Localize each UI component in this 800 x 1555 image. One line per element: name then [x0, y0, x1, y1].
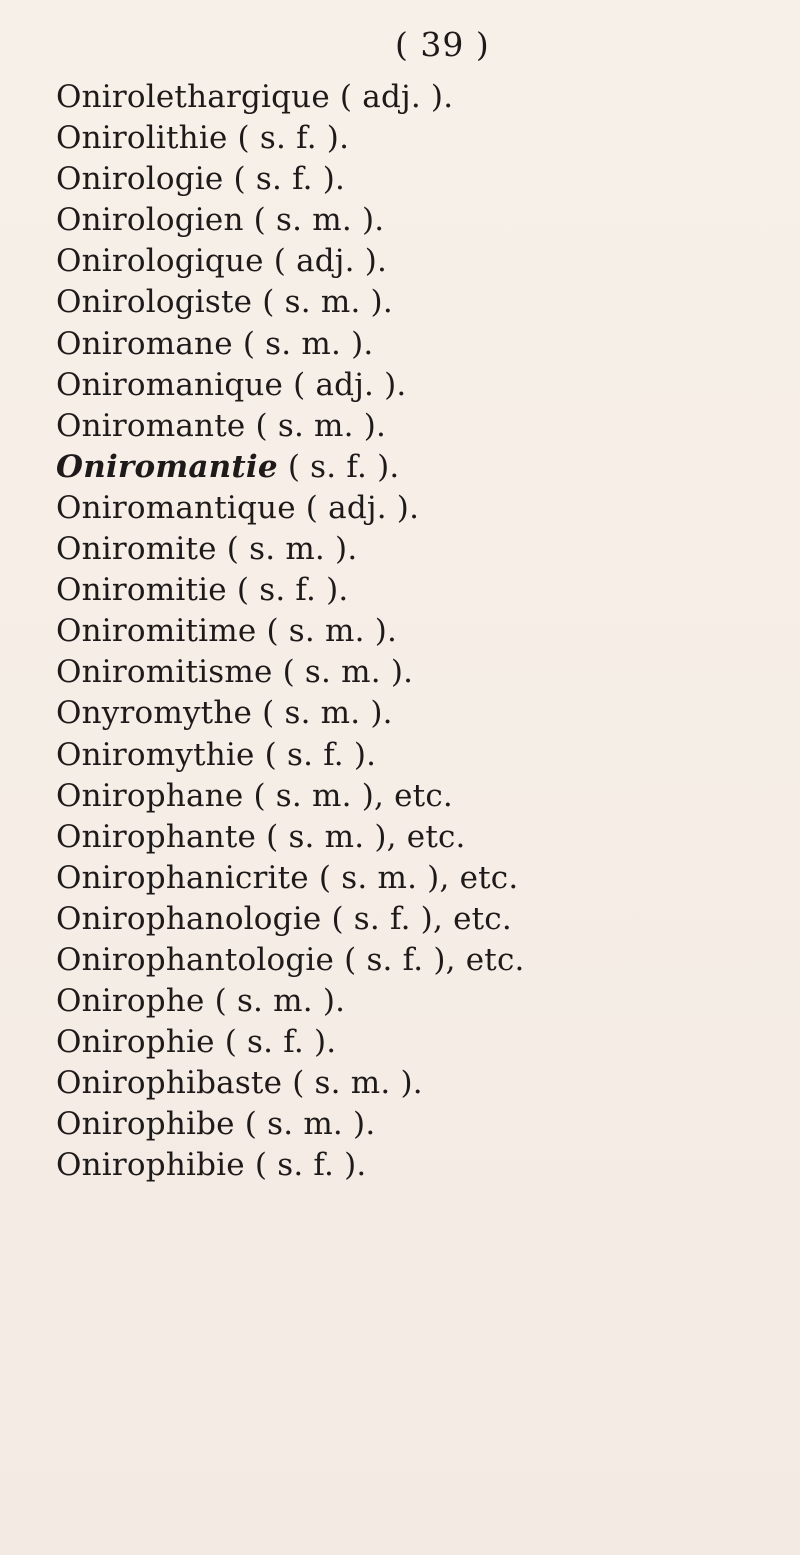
dictionary-entry	[56, 611, 525, 652]
dictionary-entry	[56, 1145, 525, 1186]
dictionary-entry	[56, 118, 525, 159]
dictionary-entry-list	[56, 77, 525, 1187]
entry-headword: Onirophanicrite	[56, 859, 309, 896]
entry-headword: Onyromythe	[56, 695, 253, 732]
entry-headword: Onirophantologie	[56, 941, 335, 978]
entry-headword: Oniromantie	[56, 448, 278, 485]
entry-headword: Onirophanologie	[56, 900, 322, 937]
dictionary-entry	[56, 1063, 525, 1104]
entry-gloss: ( s. f. ).	[227, 120, 350, 157]
entry-gloss: ( s. m. ), etc.	[256, 818, 466, 855]
dictionary-entry-emphasized	[56, 447, 525, 488]
entry-gloss: ( s. m. ).	[282, 1065, 423, 1102]
entry-headword: Onirophane	[56, 777, 244, 814]
entry-gloss: ( s. m. ).	[245, 407, 387, 444]
entry-gloss: ( adj. ).	[329, 79, 454, 115]
dictionary-entry	[56, 200, 525, 241]
dictionary-entry	[56, 324, 525, 365]
entry-gloss: ( s. f. ).	[277, 448, 400, 485]
dictionary-entry	[56, 365, 525, 406]
dictionary-entry	[56, 693, 525, 734]
entry-gloss: ( s. m. ).	[252, 695, 393, 732]
entry-gloss: ( s. f. ).	[226, 572, 349, 609]
dictionary-entry	[56, 735, 525, 776]
entry-headword: Onirolethargique	[56, 79, 330, 115]
dictionary-entry	[56, 940, 525, 981]
dictionary-entry	[56, 981, 525, 1022]
entry-headword: Onirolithie	[56, 120, 228, 157]
dictionary-entry	[56, 488, 525, 529]
dictionary-entry	[56, 406, 525, 447]
dictionary-entry	[56, 159, 525, 200]
entry-headword: Oniromitisme	[56, 654, 273, 691]
entry-gloss: ( s. m. ), etc.	[243, 777, 453, 814]
entry-headword: Onirologique	[56, 243, 264, 280]
entry-gloss: ( s. m. ).	[243, 202, 385, 239]
entry-headword: Oniromantique	[56, 489, 296, 526]
entry-headword: Onirophibie	[56, 1147, 245, 1184]
entry-headword: Oniromitime	[56, 613, 257, 650]
entry-gloss: ( adj. ).	[263, 243, 388, 280]
entry-headword: Oniromanique	[56, 366, 284, 403]
entry-gloss: ( s. m. ).	[204, 983, 346, 1020]
dictionary-entry	[56, 1104, 525, 1145]
dictionary-entry	[56, 529, 525, 570]
entry-gloss: ( s. f. ), etc.	[321, 900, 512, 937]
dictionary-entry	[56, 570, 525, 611]
page-number: ( 39 )	[395, 25, 490, 64]
entry-headword: Onirologien	[56, 202, 244, 239]
entry-gloss: ( adj. ).	[283, 366, 407, 403]
dictionary-entry	[56, 1022, 525, 1063]
dictionary-entry	[56, 776, 525, 817]
entry-headword: Oniromitie	[56, 572, 227, 609]
entry-gloss: ( s. f. ), etc.	[334, 941, 525, 978]
entry-gloss: ( s. m. ).	[216, 531, 358, 568]
dictionary-entry	[56, 241, 525, 282]
dictionary-entry	[56, 899, 525, 940]
entry-headword: Onirophe	[56, 983, 205, 1020]
entry-headword: Onirologiste	[56, 284, 253, 321]
entry-gloss: ( s. m. ).	[256, 613, 398, 650]
entry-headword: Onirophie	[56, 1024, 215, 1061]
entry-headword: Onirophante	[56, 818, 257, 855]
entry-headword: Oniromythie	[56, 736, 255, 773]
dictionary-entry	[56, 817, 525, 858]
entry-headword: Oniromite	[56, 531, 217, 568]
entry-gloss: ( adj. ).	[295, 489, 420, 526]
entry-gloss: ( s. f. ).	[244, 1147, 367, 1184]
entry-gloss: ( s. m. ).	[252, 284, 393, 321]
entry-headword: Onirophibaste	[56, 1065, 283, 1102]
dictionary-entry	[56, 77, 525, 118]
entry-gloss: ( s. f. ).	[223, 161, 346, 198]
entry-headword: Onirophibe	[56, 1106, 235, 1143]
entry-gloss: ( s. f. ).	[254, 736, 377, 773]
entry-gloss: ( s. f. ).	[214, 1024, 337, 1061]
entry-gloss: ( s. m. ).	[272, 654, 414, 691]
entry-gloss: ( s. m. ).	[234, 1106, 376, 1143]
entry-gloss: ( s. m. ).	[232, 325, 374, 362]
dictionary-entry	[56, 858, 525, 899]
entry-headword: Oniromane	[56, 325, 233, 362]
entry-gloss: ( s. m. ), etc.	[308, 859, 519, 896]
dictionary-entry	[56, 652, 525, 693]
entry-headword: Onirologie	[56, 161, 224, 198]
dictionary-entry	[56, 282, 525, 323]
entry-headword: Oniromante	[56, 407, 246, 444]
